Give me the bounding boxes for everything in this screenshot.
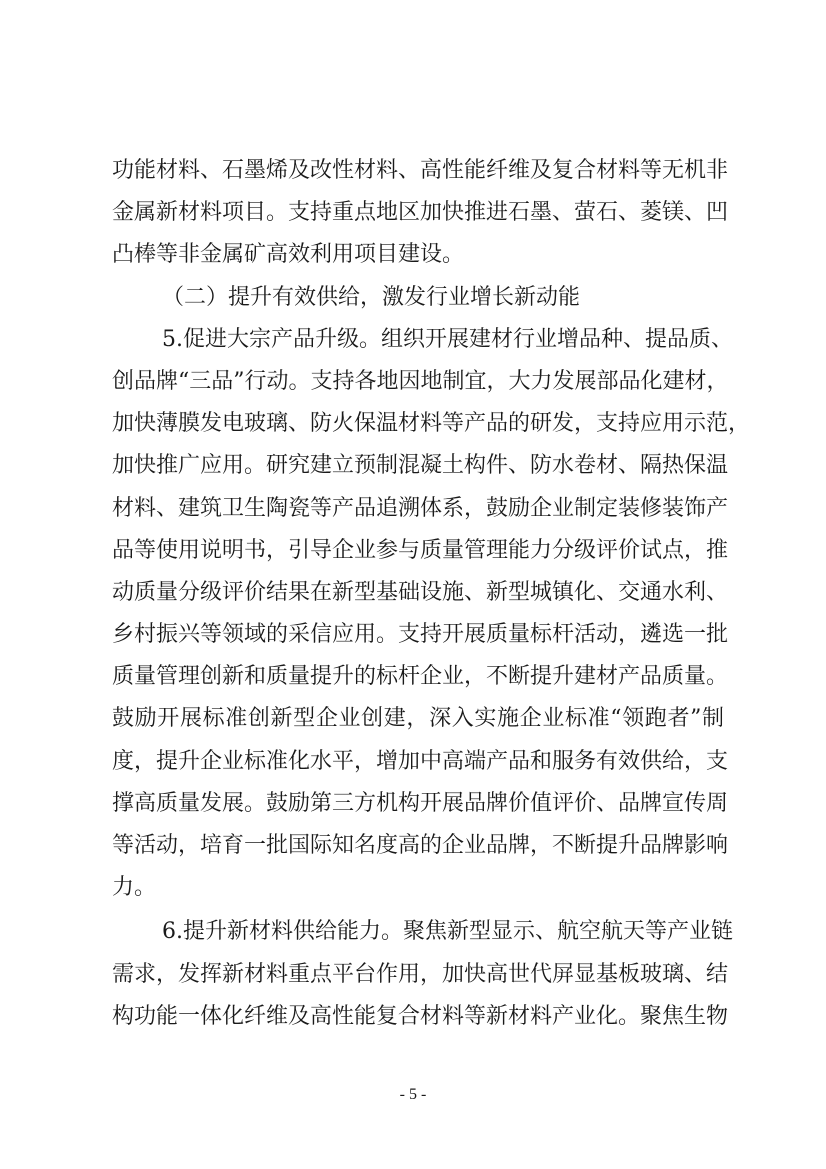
- text-line: 撑高质量发展。鼓励第三方机构开展品牌价值评价、品牌宣传周: [112, 790, 729, 816]
- text-line: 动质量分级评价结果在新型基础设施、新型城镇化、交通水利、: [112, 579, 729, 605]
- heading-text: （二）提升有效供给，激发行业增长新动能: [162, 284, 581, 310]
- text-line: 加快薄膜发电玻璃、防火保温材料等产品的研发，支持应用示范，: [112, 411, 751, 437]
- text-line: 等活动，培育一批国际知名度高的企业品牌，不断提升品牌影响: [112, 833, 729, 858]
- text-line: 6.提升新材料供给能力。聚焦新型显示、航空航天等产业链: [162, 919, 733, 945]
- text-line: 材料、建筑卫生陶瓷等产品追溯体系，鼓励企业制定装修装饰产: [112, 495, 729, 521]
- text-line: 加快推广应用。研究建立预制混凝土构件、防水卷材、隔热保温: [112, 453, 729, 479]
- text-line: 鼓励开展标准创新型企业创建，深入实施企业标准“领跑者”制: [112, 706, 724, 732]
- text-line: 乡村振兴等领域的采信应用。支持开展质量标杆活动，遴选一批: [112, 622, 729, 648]
- text-line: 度，提升企业标准化水平，增加中高端产品和服务有效供给，支: [112, 748, 729, 774]
- paragraph-item-6: [112, 911, 733, 1038]
- text-line: 金属新材料项目。支持重点地区加快推进石墨、萤石、菱镁、凹: [112, 200, 729, 226]
- text-line: 功能材料、石墨烯及改性材料、高性能纤维及复合材料等无机非: [112, 158, 729, 183]
- text-line: 构功能一体化纤维及高性能复合材料等新材料产业化。聚焦生物: [112, 1003, 729, 1029]
- page-number: - 5 -: [399, 1086, 427, 1103]
- paragraph-item-5: [112, 319, 751, 910]
- text-line: 凸棒等非金属矿高效利用项目建设。: [112, 242, 465, 268]
- document-body: [112, 150, 751, 1038]
- text-line: 需求，发挥新材料重点平台作用，加快高世代屏显基板玻璃、结: [112, 961, 729, 987]
- text-line: 品等使用说明书，引导企业参与质量管理能力分级评价试点，推: [112, 537, 729, 563]
- text-line: 力。: [112, 875, 157, 901]
- text-line: 质量管理创新和质量提升的标杆企业，不断提升建材产品质量。: [112, 664, 729, 690]
- section-heading: [112, 277, 724, 319]
- text-line: 创品牌“三品”行动。支持各地因地制宜，大力发展部品化建材，: [112, 368, 729, 394]
- paragraph-continuation: [112, 150, 729, 277]
- text-line: 5.促进大宗产品升级。组织开展建材行业增品种、提品质、: [162, 326, 733, 352]
